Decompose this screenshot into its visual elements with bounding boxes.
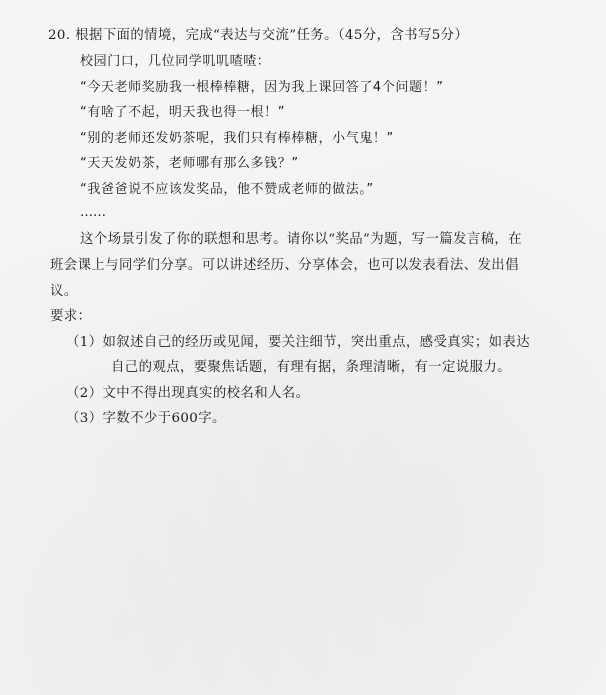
requirement-item-1-cont: 自己的观点，要聚焦话题，有理有据，条理清晰，有一定说服力。 xyxy=(111,360,511,375)
task-line-3: 议。 xyxy=(50,284,78,299)
dialogue-line: “有啥了不起，明天我也得一根！” xyxy=(80,105,286,120)
dialogue-line: “我爸爸说不应该发奖品，他不赞成老师的做法。” xyxy=(80,182,374,197)
task-line-2: 班会课上与同学们分享。可以讲述经历、分享体会，也可以发表看法、发出倡 xyxy=(50,258,519,273)
dialogue-line: “别的老师还发奶茶呢，我们只有棒棒糖，小气鬼！” xyxy=(80,131,394,146)
scene-intro: 校园门口，几位同学叽叽喳喳： xyxy=(80,54,271,69)
requirements-label: 要求： xyxy=(50,309,92,324)
requirement-item-3: （3）字数不少于600字。 xyxy=(66,411,226,426)
dialogue-line: “今天老师奖励我一根棒棒糖，因为我上课回答了4个问题！” xyxy=(80,80,444,95)
scene-ellipsis: …… xyxy=(80,205,106,220)
question-title: 20. 根据下面的情境，完成“表达与交流”任务。（45分，含书写5分） xyxy=(48,28,469,43)
dialogue-line: “天天发奶茶，老师哪有那么多钱？” xyxy=(80,156,299,171)
requirement-item-1: （1）如叙述自己的经历或见闻，要关注细节，突出重点，感受真实；如表达 xyxy=(66,335,531,350)
task-line-1: 这个场景引发了你的联想和思考。请你以“奖品”为题，写一篇发言稿，在 xyxy=(80,232,522,247)
requirement-item-2: （2）文中不得出现真实的校名和人名。 xyxy=(66,386,310,401)
